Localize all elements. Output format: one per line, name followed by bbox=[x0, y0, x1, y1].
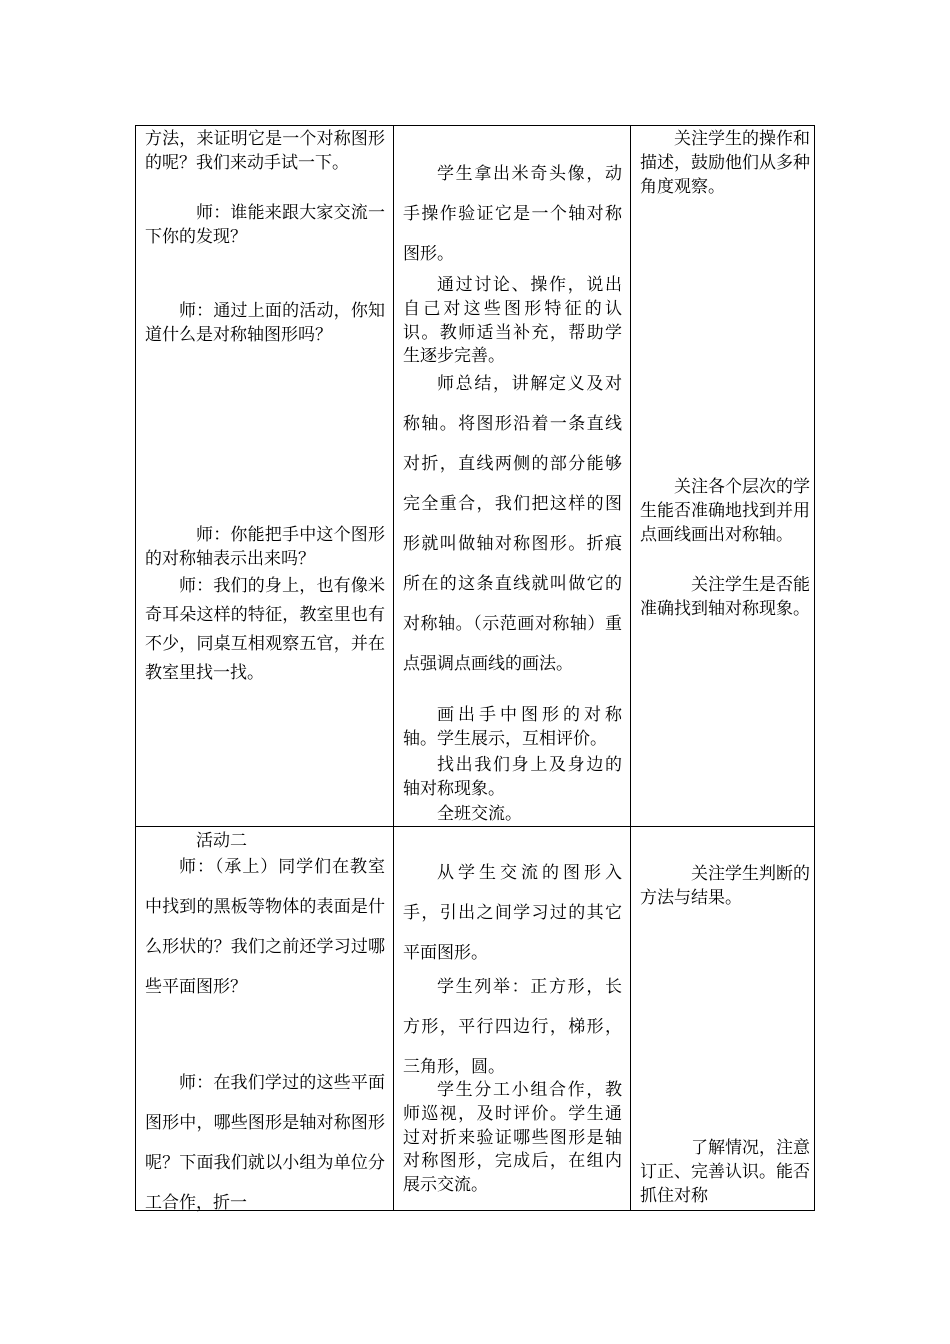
student-text: 学生拿出米奇头像，动手操作验证它是一个轴对称图形。 bbox=[403, 164, 622, 264]
student-text: 从学生交流的图形入手，引出之间学习过的其它平面图形。 bbox=[403, 863, 622, 963]
teacher-text: 师：谁能来跟大家交流一下你的发现？ bbox=[145, 203, 385, 247]
teacher-text: 师：你能把手中这个图形的对称轴表示出来吗？ bbox=[145, 525, 385, 569]
student-text: 画出手中图形的对称轴。学生展示，互相评价。 bbox=[403, 705, 622, 749]
section-heading: 活动二 bbox=[196, 831, 247, 851]
note-text: 了解情况，注意订正、完善认识。能否抓住对称 bbox=[640, 1138, 810, 1206]
student-text: 找出我们身上及身边的轴对称现象。 bbox=[403, 755, 622, 799]
student-text: 全班交流。 bbox=[437, 804, 522, 824]
student-text: 学生分工小组合作，教师巡视，及时评价。学生通过对折来验证哪些图形是轴对称图形，完成后，在组内展示交流。 bbox=[403, 1080, 622, 1196]
note-text: 关注学生是否能准确找到轴对称现象。 bbox=[640, 575, 810, 619]
table-row-activity-one bbox=[135, 125, 815, 827]
teacher-text: 师：我们的身上，也有像米奇耳朵这样的特征，教室里也有不少，同桌互相观察五官，并在教室里找一找。 bbox=[145, 576, 385, 683]
student-text: 学生列举：正方形，长方形，平行四边行，梯形，三角形，圆。 bbox=[403, 977, 622, 1077]
teacher-text: 师：（承上）同学们在教室中找到的黑板等物体的表面是什么形状的？我们之前还学习过哪些平面图形？ bbox=[145, 857, 385, 997]
column-divider bbox=[393, 126, 394, 826]
column-divider bbox=[393, 827, 394, 1210]
student-text: 师总结，讲解定义及对称轴。将图形沿着一条直线对折，直线两侧的部分能够完全重合，我们把这样的图形就叫做轴对称图形。折痕所在的这条直线就叫做它的对称轴。（示范画对称轴）重点强调点画线的画法。 bbox=[403, 374, 622, 674]
teacher-text: 方法，来证明它是一个对称图形的呢？我们来动手试一下。 bbox=[145, 129, 385, 173]
table-row-activity-two bbox=[135, 826, 815, 1211]
teacher-text: 师：在我们学过的这些平面图形中，哪些图形是轴对称图形呢？下面我们就以小组为单位分工合作，折一 bbox=[145, 1073, 385, 1213]
note-text: 关注学生判断的方法与结果。 bbox=[640, 864, 810, 908]
student-text: 通过讨论、操作，说出自己对这些图形特征的认识。教师适当补充，帮助学生逐步完善。 bbox=[403, 275, 622, 367]
note-text: 关注学生的操作和描述，鼓励他们从多种角度观察。 bbox=[640, 129, 810, 197]
column-divider bbox=[630, 827, 631, 1210]
teacher-text: 师：通过上面的活动，你知道什么是对称轴图形吗？ bbox=[145, 301, 385, 345]
column-divider bbox=[630, 126, 631, 826]
note-text: 关注各个层次的学生能否准确地找到并用点画线画出对称轴。 bbox=[640, 477, 810, 545]
